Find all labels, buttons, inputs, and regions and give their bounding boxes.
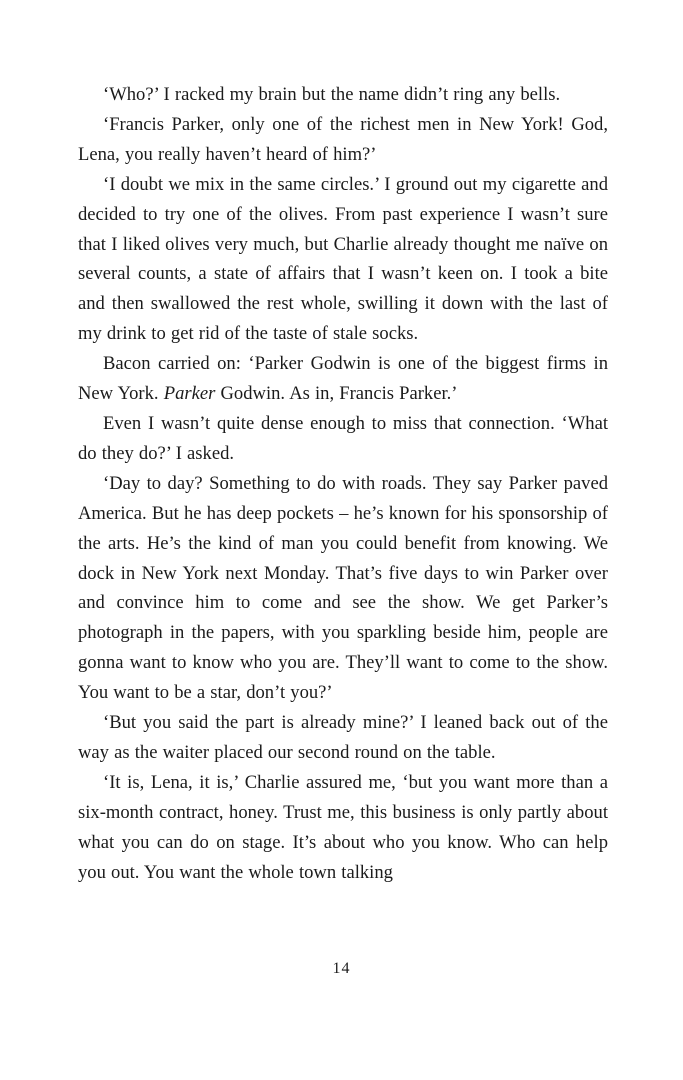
paragraph-5: Even I wasn’t quite dense enough to miss that connection. ‘What do they do?’ I asked. <box>78 412 608 464</box>
paragraph-6: ‘Day to day? Something to do with roads. They say Parker paved America. But he has deep pockets – he’s known for his sponsorship of the arts. He’s the kind of man you could benefit from knowing. We dock in New York next Monday. That’s five days to win Parker over and convince him to come and see the show. We get Parker’s photograph in the papers, with you sparkling beside him, people are gonna want to know who you are. They’ll want to come to the show. You want to be a star, don’t you?’ <box>78 472 608 704</box>
paragraph-7: ‘But you said the part is already mine?’ I leaned back out of the way as the waiter placed our second round on the table. <box>78 712 608 763</box>
paragraph-3: ‘I doubt we mix in the same circles.’ I ground out my cigarette and decided to try one of the olives. From past experience I wasn’t sure that I liked olives very much, but Charlie already thought me naïve on several counts, a state of affairs that I wasn’t keen on. I took a bite and then swallowed the rest whole, swilling it down with the last of my drink to get rid of the taste of stale socks. <box>78 173 608 345</box>
page-number: 14 <box>332 960 351 977</box>
paragraph-8: ‘It is, Lena, it is,’ Charlie assured me, ‘but you want more than a six-month contract, honey. Trust me, this business is only partly about what you can do on stage. It’s about who you know. Who can help you out. You want the whole town talking <box>78 771 608 883</box>
paragraph-2: ‘Francis Parker, only one of the richest men in New York! God, Lena, you really haven’t heard of him?’ <box>78 113 608 165</box>
body-text <box>78 80 608 887</box>
paragraph-4 <box>78 349 608 409</box>
paragraph-4-before: Bacon carried on: ‘Parker Godwin is one of the biggest firms in New York. <box>78 353 608 405</box>
paragraph-1: ‘Who?’ I racked my brain but the name didn’t ring any bells. <box>103 84 561 105</box>
paragraph-4-after: Godwin. As in, Francis Parker.’ <box>215 383 458 405</box>
paragraph-4-emphasis: Parker <box>163 383 216 405</box>
